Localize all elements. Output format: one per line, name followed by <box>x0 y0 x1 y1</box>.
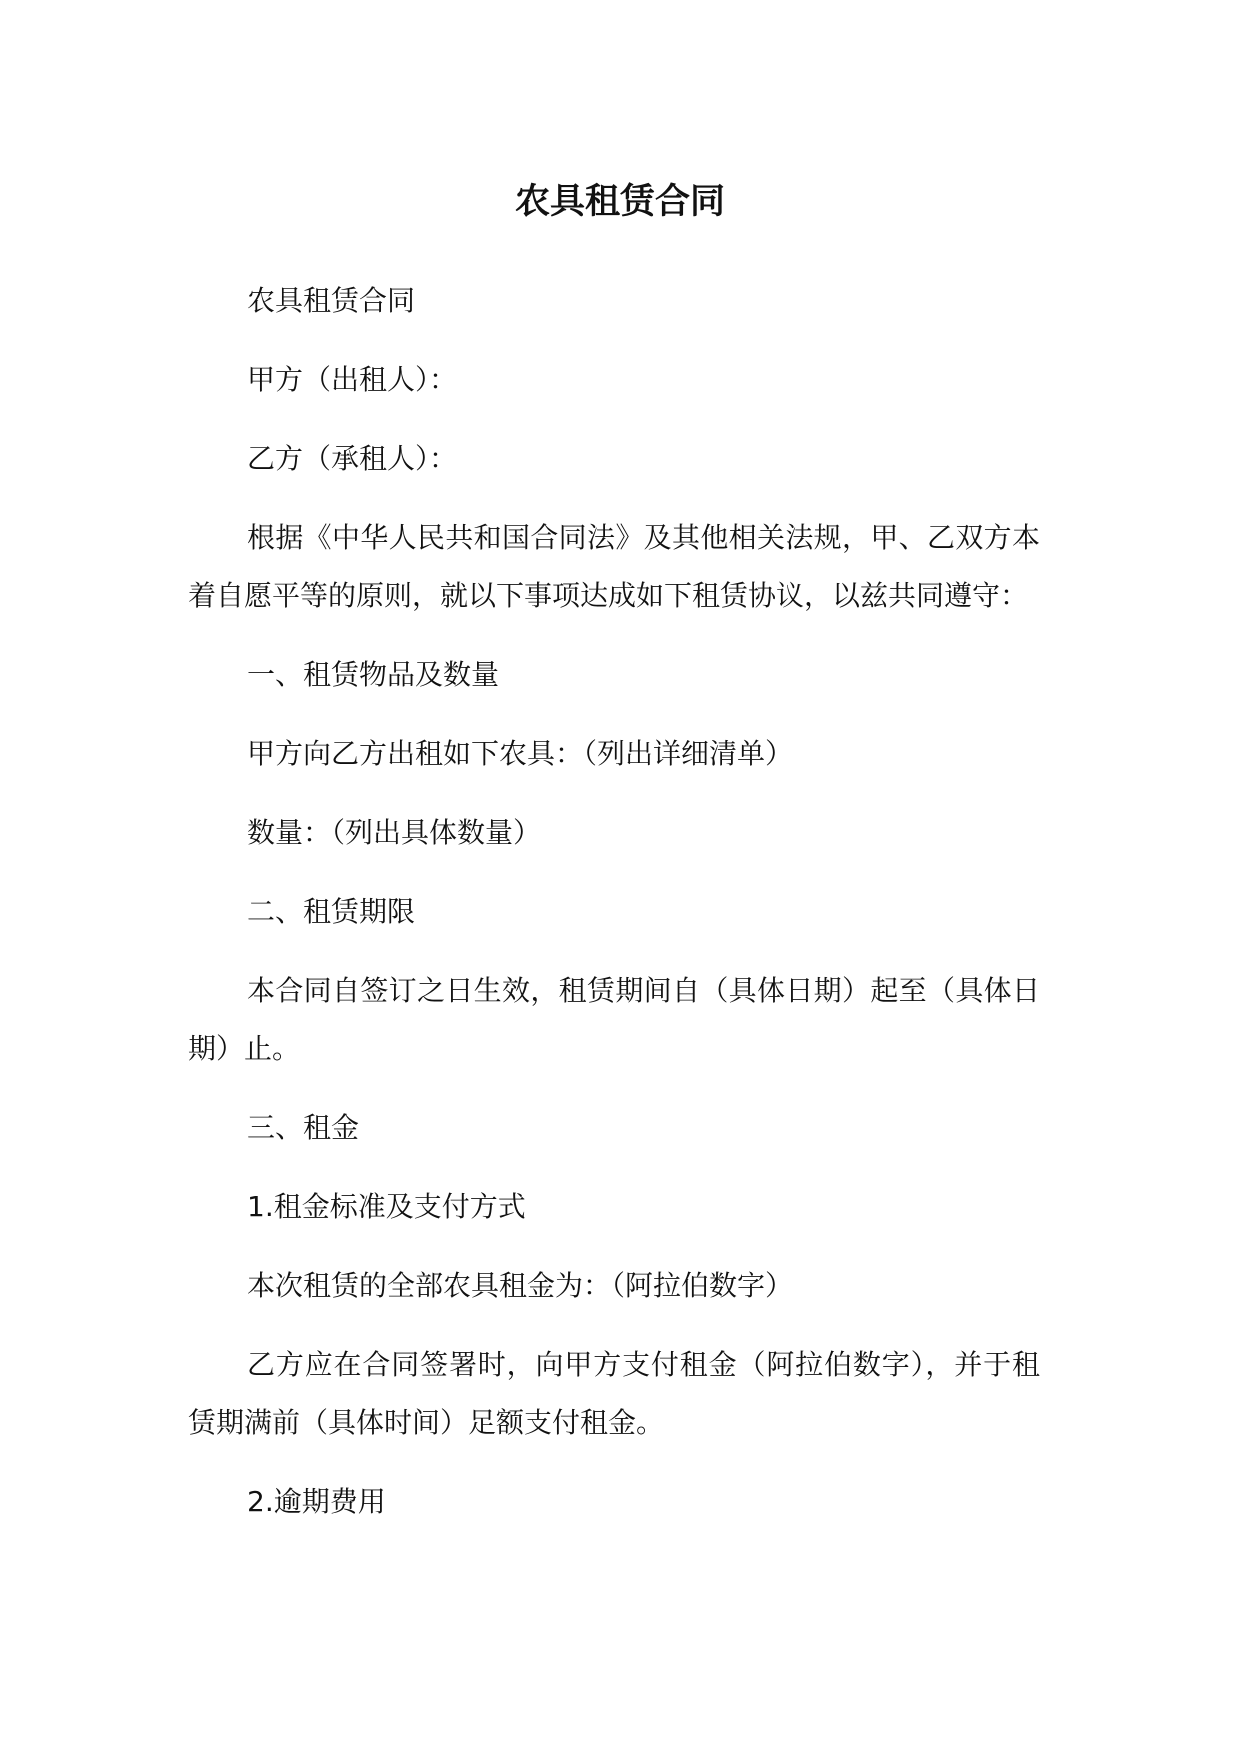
paragraph-quantity: 数量：（列出具体数量） <box>247 816 542 849</box>
paragraph-subtitle: 农具租赁合同 <box>247 284 416 317</box>
subheading-overdue-fees: 2.逾期费用 <box>247 1485 386 1518</box>
paragraph-party-b: 乙方（承租人）： <box>247 442 458 475</box>
paragraph-party-a: 甲方（出租人）： <box>247 363 458 396</box>
document-title: 农具租赁合同 <box>514 182 725 222</box>
document-body <box>188 272 1040 1552</box>
subheading-rent-standard: 1.租金标准及支付方式 <box>247 1190 526 1223</box>
paragraph-items-list: 甲方向乙方出租如下农具：（列出详细清单） <box>247 737 794 770</box>
paragraph-rent-payment: 乙方应在合同签署时，向甲方支付租金（阿拉伯数字），并于租赁期满前（具体时间）足额支付租金。 <box>188 1348 1040 1439</box>
section-heading-term: 二、租赁期限 <box>247 895 416 928</box>
paragraph-preamble: 根据《中华人民共和国合同法》及其他相关法规，甲、乙双方本着自愿平等的原则，就以下事项达成如下租赁协议，以兹共同遵守： <box>188 521 1040 612</box>
paragraph-term: 本合同自签订之日生效，租赁期间自（具体日期）起至（具体日期）止。 <box>188 974 1040 1065</box>
section-heading-items: 一、租赁物品及数量 <box>247 658 500 691</box>
paragraph-rent-total: 本次租赁的全部农具租金为：（阿拉伯数字） <box>247 1269 794 1302</box>
section-heading-rent: 三、租金 <box>247 1111 360 1144</box>
